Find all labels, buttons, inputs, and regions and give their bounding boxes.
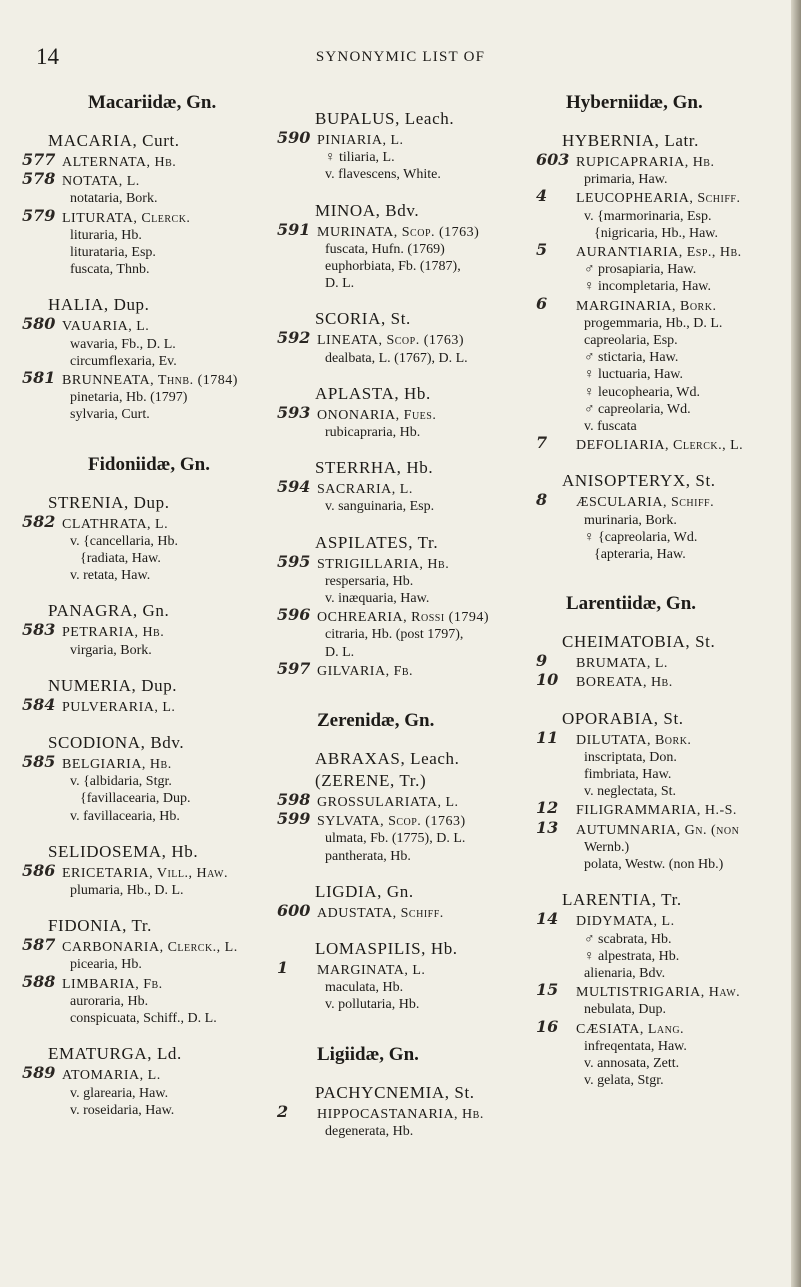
species-name: ALTERNATA, Hb. [62,155,177,170]
species-name: BRUNNEATA, Thnb. (1784) [62,373,238,389]
synonym-entry: ♀ tiliaria, L. [325,150,395,166]
species-entry [277,958,532,979]
species-name: AUTUMNARIA, Gn. (non [576,822,740,838]
species-entry [22,694,272,716]
species-name: LINEATA, Scop. (1763) [317,333,465,349]
handwritten-number: 595 [277,551,311,571]
synonym-entry: v. fuscata [584,419,637,435]
species-entry [536,1016,798,1038]
genus-heading: LOMASPILIS, Hb. [315,939,458,959]
synonym-entry: degenerata, Hb. [325,1123,414,1139]
species-name: PETRARIA, Hb. [62,625,165,641]
species-entry [22,1063,272,1084]
synonym-entry: v. {marmorinaria, Esp. [584,208,712,224]
species-name: PULVERARIA, L. [62,699,176,715]
species-entry [536,490,798,511]
synonym-entry: wavaria, Fb., D. L. [70,336,176,352]
synonym-entry: v. {cancellaria, Hb. [70,533,179,549]
handwritten-number: 589 [22,1063,56,1083]
genus-heading: STERRHA, Hb. [315,458,434,478]
species-name: CARBONARIA, Clerck., L. [62,940,238,956]
synonym-entry: lituraria, Hb. [70,227,142,243]
species-name: MURINATA, Scop. (1763) [317,224,480,240]
genus-heading: LIGDIA, Gn. [315,881,414,901]
handwritten-number: 11 [536,727,559,747]
species-entry [277,477,532,498]
handwritten-number: 8 [536,490,548,510]
genus-heading: NUMERIA, Dup. [48,675,178,695]
synonym-entry: plumaria, Hb., D. L. [70,883,184,899]
species-name: ERICETARIA, Vill., Haw. [62,865,228,881]
synonym-entry: v. {albidaria, Stgr. [70,774,172,790]
synonym-entry: v. sanguinaria, Esp. [325,499,435,515]
synonym-entry: rubicapraria, Hb. [325,425,421,441]
synonym-entry: ulmata, Fb. (1775), D. L. [325,831,466,847]
synonym-entry: nebulata, Dup. [584,1002,667,1018]
genus-heading: ANISOPTERYX, St. [562,471,716,491]
species-entry [536,980,798,1001]
synonym-entry: maculata, Hb. [325,980,404,996]
synonym-entry: inscriptata, Don. [584,749,677,765]
synonym-entry: {favillacearia, Dup. [80,791,191,807]
synonym-entry: respersaria, Hb. [325,573,414,589]
handwritten-number: 583 [22,620,56,640]
species-entry [536,817,798,839]
handwritten-number: 591 [277,219,311,239]
synonym-entry: ♂ stictaria, Haw. [584,350,679,366]
synonym-entry: sylvaria, Curt. [70,407,150,423]
species-name: DILUTATA, Bork. [576,732,692,748]
handwritten-number: 16 [536,1016,559,1036]
species-entry [22,860,272,882]
handwritten-number: 4 [536,186,548,206]
handwritten-number: 582 [22,511,56,531]
species-entry [536,670,798,691]
handwritten-number: 594 [277,477,311,497]
synonym-entry: polata, Westw. (non Hb.) [584,857,724,873]
species-name: MULTISTRIGARIA, Haw. [576,985,741,1001]
handwritten-number: 5 [536,240,548,260]
running-title: SYNONYMIC LIST OF [315,49,486,65]
species-name: NOTATA, L. [62,174,140,190]
synonym-entry: ♂ capreolaria, Wd. [584,401,691,417]
handwritten-number: 581 [22,368,56,388]
genus-heading: EMATURGA, Ld. [48,1044,182,1064]
species-name: SYLVATA, Scop. (1763) [317,814,466,830]
family-heading: Larentiidæ, Gn. [566,593,697,615]
species-name: VAUARIA, L. [62,319,150,335]
synonym-entry: v. glarearia, Haw. [70,1085,169,1101]
genus-heading: BUPALUS, Leach. [315,109,455,128]
genus-heading: PANAGRA, Gn. [48,601,170,621]
page-edge-shadow [791,0,801,1287]
species-entry [536,150,798,171]
family-heading: Macariidæ, Gn. [88,92,217,113]
synonym-entry: ♂ scabrata, Hb. [584,931,672,947]
species-name: GILVARIA, Fb. [317,663,414,679]
genus-heading: FIDONIA, Tr. [48,916,153,936]
species-name: FILIGRAMMARIA, H.-S. [576,803,737,819]
handwritten-number: 586 [22,860,56,880]
species-name: LEUCOPHEARIA, Schiff. [576,191,741,207]
species-name: BRUMATA, L. [576,656,668,672]
synonym-entry: conspicuata, Schiff., D. L. [70,1011,217,1027]
synonym-entry: v. neglectata, St. [584,784,677,800]
genus-heading: SCORIA, St. [315,309,411,329]
species-entry [536,293,798,315]
handwritten-number: 603 [536,150,570,169]
synonym-entry: D. L. [325,276,355,292]
synonym-entry: ♀ {capreolaria, Wd. [584,529,698,545]
handwritten-number: 1 [277,958,289,978]
synonym-entry: dealbata, L. (1767), D. L. [325,350,468,366]
genus-heading: ABRAXAS, Leach. [315,749,460,769]
species-entry [277,328,532,349]
synonym-entry: ♀ incompletaria, Haw. [584,279,711,295]
species-name: LITURATA, Clerck. [62,210,191,226]
species-entry [536,727,798,749]
species-entry [277,219,532,241]
handwritten-number: 10 [536,670,559,690]
synonym-entry: v. annosata, Zett. [584,1055,680,1071]
handwritten-number: 600 [277,900,311,920]
synonym-entry: v. gelata, Stgr. [584,1073,664,1089]
species-entry [22,752,272,773]
handwritten-number: 580 [22,314,56,334]
species-entry [536,798,798,819]
species-name: DEFOLIARIA, Clerck., L. [576,438,744,454]
family-heading: Fidoniidæ, Gn. [88,453,210,475]
species-entry [277,790,532,811]
family-heading: Zerenidæ, Gn. [317,710,435,732]
handwritten-number: 2 [277,1101,289,1121]
synonym-entry: primaria, Haw. [584,172,668,188]
species-name: SACRARIA, L. [317,482,413,498]
handwritten-number: 6 [536,293,548,313]
synonym-entry: circumflexaria, Ev. [70,353,177,369]
species-entry [277,809,532,830]
synonym-entry: ♀ luctuaria, Haw. [584,367,683,383]
species-name: DIDYMATA, L. [576,914,675,930]
species-entry [536,651,798,672]
genus-heading: LARENTIA, Tr. [562,890,682,910]
species-entry [277,658,532,680]
species-name: MARGINATA, L. [317,963,426,979]
handwritten-number: 596 [277,605,311,625]
handwritten-number: 584 [22,694,56,714]
handwritten-number: 9 [536,651,548,671]
synonym-entry: pinetaria, Hb. (1797) [70,390,188,406]
genus-heading: STRENIA, Dup. [48,492,170,512]
synonym-entry: virgaria, Bork. [70,642,152,658]
genus-heading: CHEIMATOBIA, St. [562,632,716,652]
species-name: CLATHRATA, L. [62,516,169,532]
species-name: ATOMARIA, L. [62,1068,161,1084]
page-number: 14 [36,44,59,69]
handwritten-number: 599 [277,809,311,829]
handwritten-number: 579 [22,205,56,225]
synonym-entry: D. L. [325,644,355,660]
species-entry [22,368,272,389]
synonym-entry: v. pollutaria, Hb. [325,997,420,1013]
synonym-entry: progemmaria, Hb., D. L. [584,315,723,331]
genus-heading: OPORABIA, St. [562,708,684,728]
genus-heading: (ZERENE, Tr.) [315,771,427,791]
synonym-entry: notataria, Bork. [70,191,158,207]
synonym-entry: ♀ leucophearia, Wd. [584,384,700,400]
synonym-entry: v. favillacearia, Hb. [70,808,180,824]
species-name: AURANTIARIA, Esp., Hb. [576,245,742,261]
synonym-entry: auroraria, Hb. [70,993,149,1009]
species-entry [536,909,798,930]
species-name: LIMBARIA, Fb. [62,976,163,992]
genus-heading: SELIDOSEMA, Hb. [48,841,199,861]
handwritten-number: 585 [22,752,56,772]
species-name: HIPPOCASTANARIA, Hb. [317,1106,484,1122]
species-entry [22,205,272,227]
synonym-entry: capreolaria, Esp. [584,333,678,349]
synonym-entry: {apteraria, Haw. [594,547,686,563]
species-name: PINIARIA, L. [317,133,404,148]
genus-heading: MINOA, Bdv. [315,200,420,220]
handwritten-number: 13 [536,817,559,837]
handwritten-number: 577 [22,150,56,169]
species-name: ÆSCULARIA, Schiff. [576,495,715,511]
species-entry [277,402,532,424]
handwritten-number: 7 [536,433,548,453]
synonym-entry: euphorbiata, Fb. (1787), [325,259,461,275]
handwritten-number: 588 [22,971,56,991]
synonym-entry: {radiata, Haw. [80,551,161,567]
species-entry [22,314,272,335]
genus-heading: APLASTA, Hb. [315,383,431,403]
synonym-entry: infreqentata, Haw. [584,1038,687,1054]
genus-heading: MACARIA, Curt. [48,131,180,150]
synonym-entry: v. retata, Haw. [70,568,151,584]
synonym-entry: fuscata, Hufn. (1769) [325,241,445,257]
handwritten-number: 597 [277,658,311,678]
genus-heading: PACHYCNEMIA, St. [315,1082,475,1102]
species-name: CÆSIATA, Lang. [576,1021,685,1037]
handwritten-number: 587 [22,935,56,955]
species-entry [536,240,798,261]
synonym-entry: alienaria, Bdv. [584,965,666,981]
species-entry [277,551,532,573]
handwritten-number: 598 [277,790,311,810]
species-name: MARGINARIA, Bork. [576,298,717,314]
species-entry [22,169,272,190]
species-entry [22,620,272,641]
species-entry [22,935,272,956]
synonym-entry: citraria, Hb. (post 1797), [325,627,464,643]
species-entry [22,150,272,171]
handwritten-number: 592 [277,328,311,348]
synonym-entry: fimbriata, Haw. [584,767,672,783]
synonym-entry: ♀ alpestrata, Hb. [584,948,680,964]
synonym-entry: ♂ prosapiaria, Haw. [584,262,697,278]
genus-heading: HYBERNIA, Latr. [562,131,699,150]
column-3 [536,92,798,1089]
synonym-entry: liturataria, Esp. [70,245,156,261]
synonym-entry: murinaria, Bork. [584,512,677,528]
species-entry [277,605,532,626]
species-name: BELGIARIA, Hb. [62,757,172,773]
handwritten-number: 14 [536,909,559,929]
genus-heading: HALIA, Dup. [48,295,150,315]
species-entry [536,186,798,207]
column-2 [277,92,532,1140]
species-entry [536,433,798,454]
synonym-entry: picearia, Hb. [70,957,142,973]
synonym-entry: v. inæquaria, Haw. [325,591,430,607]
synonym-entry: v. roseidaria, Haw. [70,1102,175,1118]
synonym-entry: v. flavescens, White. [325,167,441,183]
species-name: ADUSTATA, Schiff. [317,905,444,921]
handwritten-number: 578 [22,169,56,189]
species-name: GROSSULARIATA, L. [317,795,459,811]
column-1 [22,92,272,1119]
species-entry [277,1101,532,1123]
species-name: BOREATA, Hb. [576,675,673,691]
species-name: ONONARIA, Fues. [317,407,437,423]
species-entry [277,128,532,149]
synonym-entry: {nigricaria, Hb., Haw. [594,225,718,241]
species-name: STRIGILLARIA, Hb. [317,556,450,572]
handwritten-number: 593 [277,402,311,422]
family-heading: Hyberniidæ, Gn. [566,92,703,113]
handwritten-number: 15 [536,980,559,1000]
handwritten-number: 590 [277,128,311,147]
species-name: RUPICAPRARIA, Hb. [576,155,715,170]
genus-heading: ASPILATES, Tr. [315,532,439,552]
species-entry [22,971,272,993]
family-heading: Ligiidæ, Gn. [317,1043,419,1065]
synonym-entry: fuscata, Thnb. [70,262,150,278]
synonym-entry: pantherata, Hb. [325,848,411,864]
species-name: OCHREARIA, Rossi (1794) [317,610,490,626]
handwritten-number: 12 [536,798,559,818]
species-entry [277,900,532,922]
page-header [0,44,801,72]
species-entry [22,511,272,533]
genus-heading: SCODIONA, Bdv. [48,733,185,753]
synonym-entry: Wernb.) [584,839,630,855]
